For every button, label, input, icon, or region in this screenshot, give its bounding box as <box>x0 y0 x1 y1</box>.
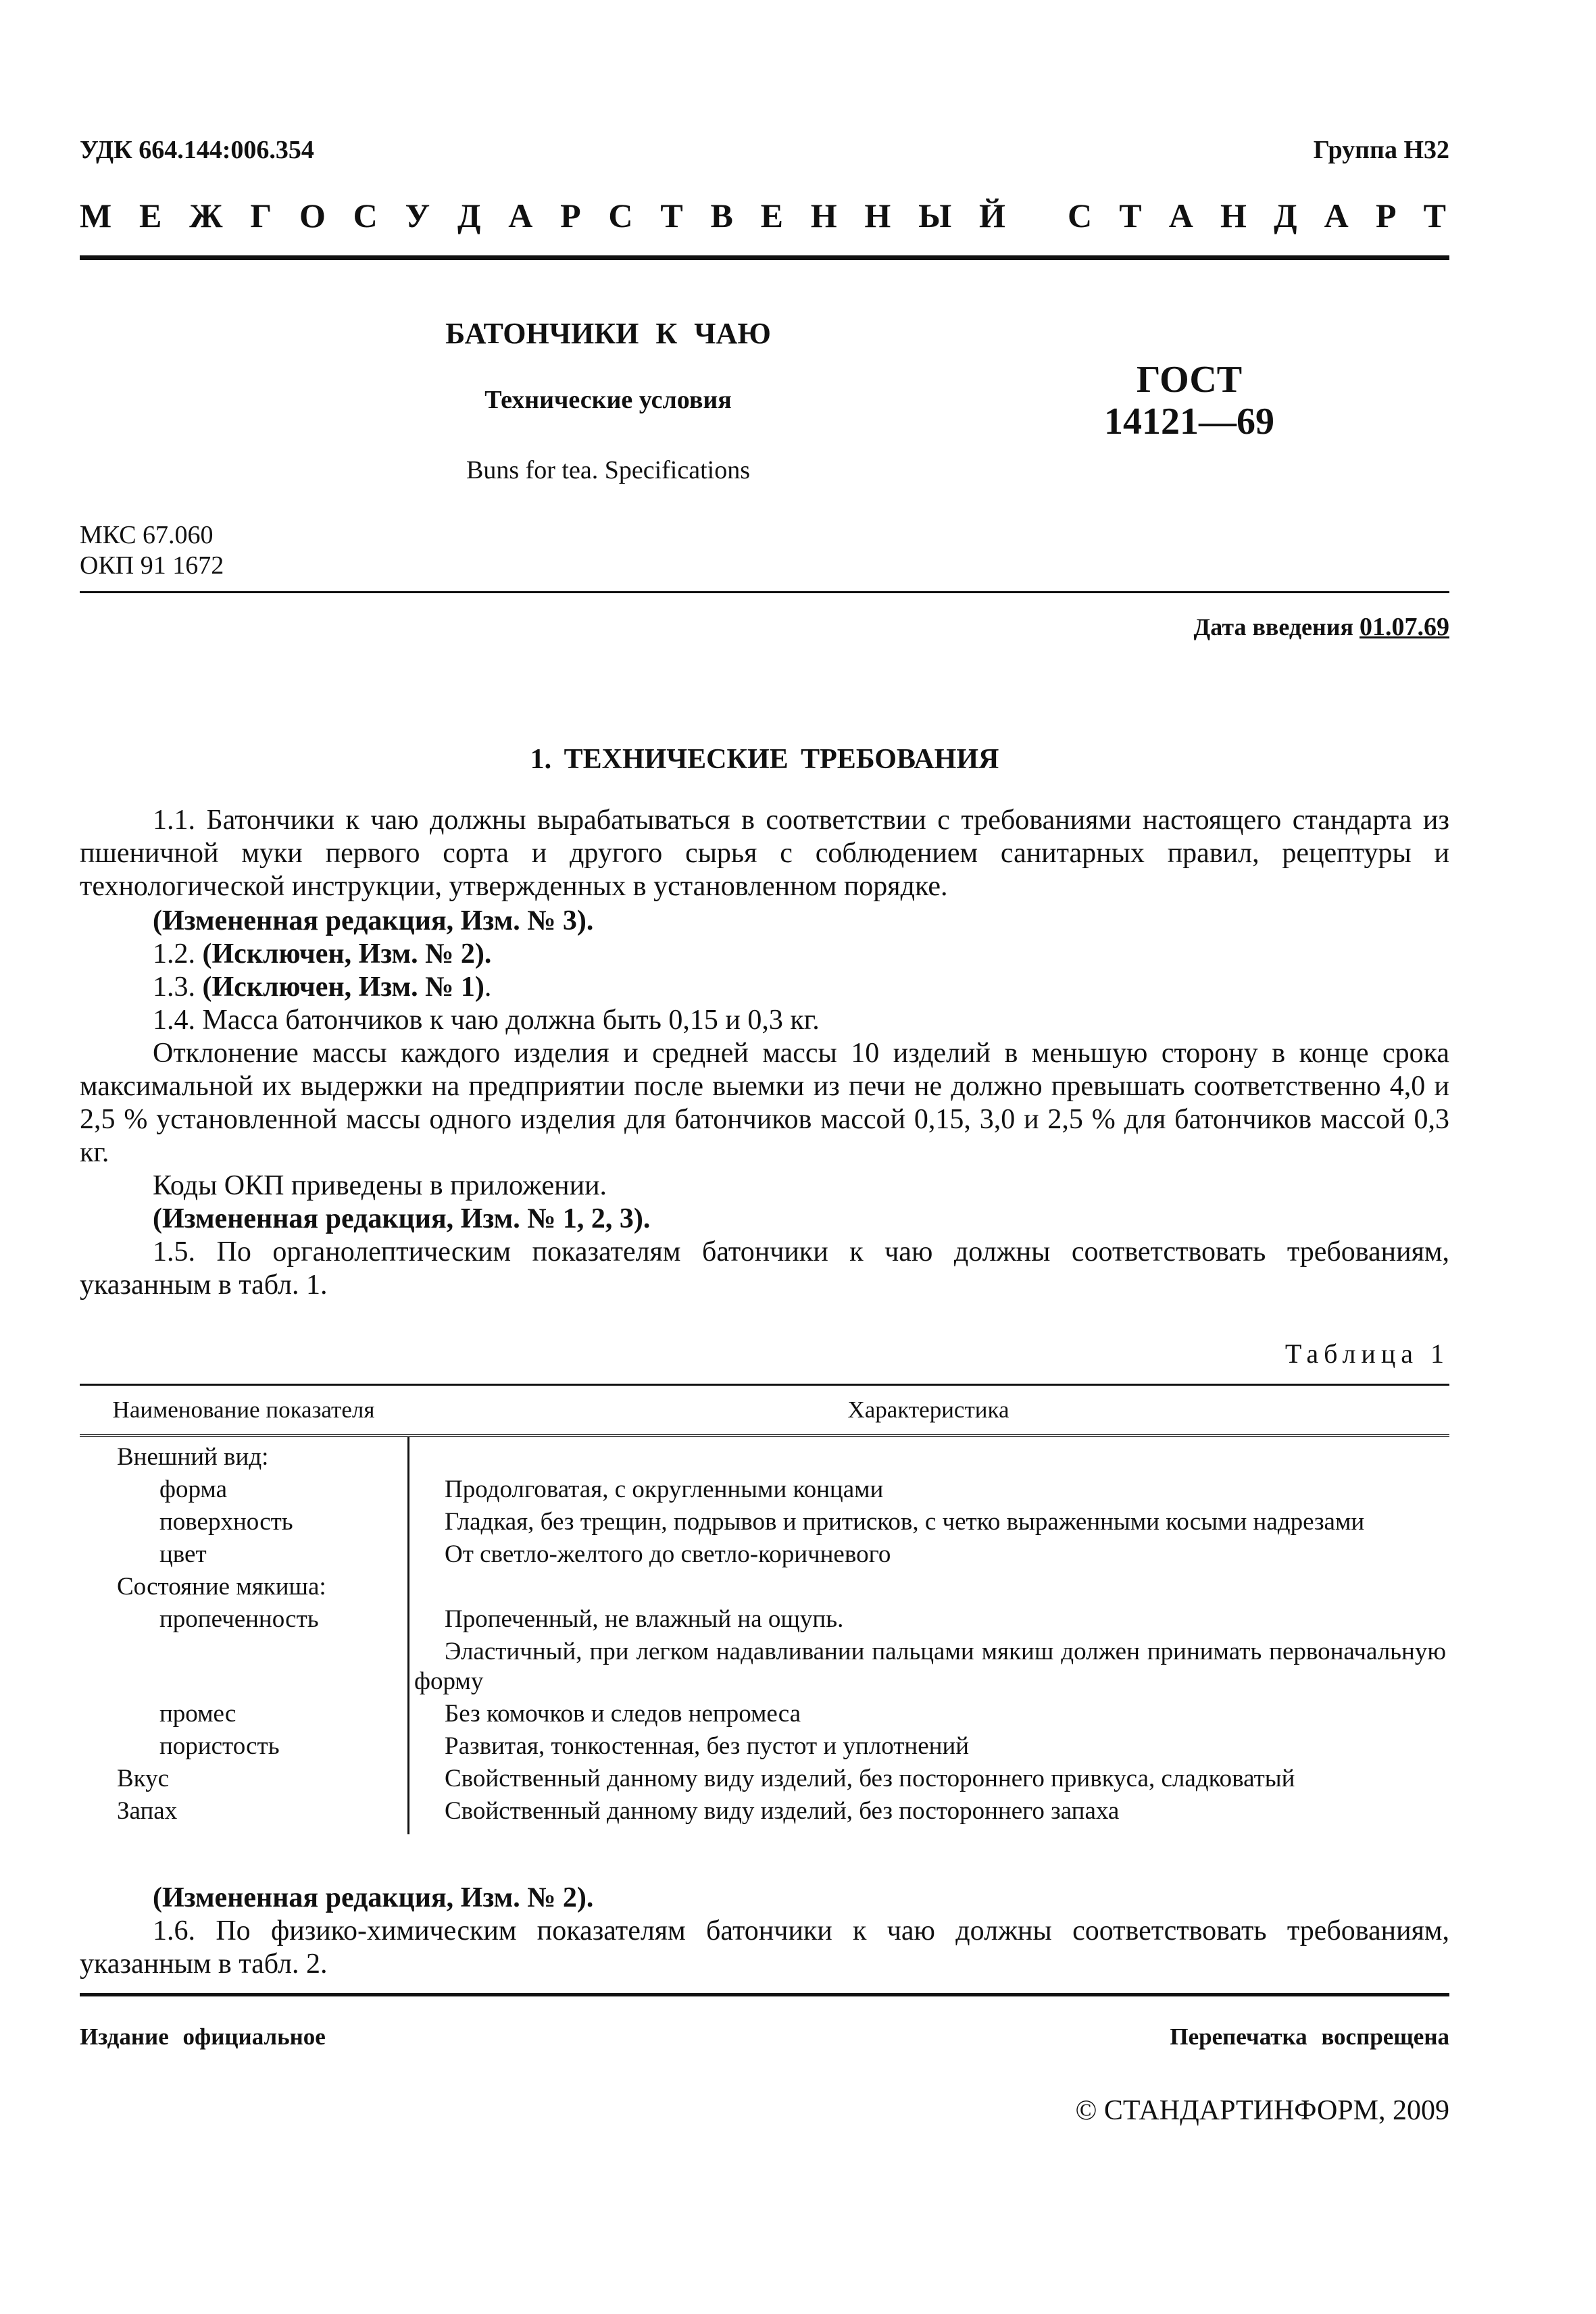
udk-code: УДК 664.144:006.354 <box>80 136 314 164</box>
table-cell-name: цвет <box>159 1540 207 1568</box>
banner-letter: В <box>710 197 733 234</box>
table-cell-value: Развитая, тонкостенная, без пустот и уплотнений <box>445 1732 970 1760</box>
english-title: Buns for tea. Specifications <box>466 456 750 484</box>
table-cell-name: пропеченность <box>159 1605 319 1633</box>
gost-label: ГОСТ <box>1136 359 1243 401</box>
note-after-table: (Измененная редакция, Изм. № 2). <box>153 1882 594 1913</box>
banner-letter: Т <box>1119 197 1142 234</box>
table-row <box>80 1637 1449 1696</box>
table-header-col1: Наименование показателя <box>112 1397 375 1423</box>
table-cell-value: Пропеченный, не влажный на ощупь. <box>445 1605 844 1633</box>
table-cell-value: Свойственный данному виду изделий, без постороннего привкуса, сладковатый <box>445 1765 1295 1792</box>
table-cell-value: Продолговатая, с округленными концами <box>445 1476 884 1503</box>
banner-letter: Р <box>560 197 581 234</box>
paragraph-1-6: 1.6. По физико-химическим показателям батончики к чаю должны соответствовать требованиям, указанным в табл. 2. <box>80 1915 1449 1980</box>
table-header-col2: Характеристика <box>847 1397 1009 1423</box>
copyright: © СТАНДАРТИНФОРМ, 2009 <box>1075 2095 1449 2126</box>
table-cell-name: форма <box>159 1476 227 1503</box>
table-cell-value: Без комочков и следов непромеса <box>445 1700 801 1728</box>
table-row <box>80 1605 1449 1634</box>
table-header <box>80 1386 1449 1437</box>
paragraph-1-2-text: (Исключен, Изм. № 2). <box>202 938 492 970</box>
note-1-1: (Измененная редакция, Изм. № 3). <box>153 905 594 936</box>
table-1 <box>80 1384 1449 1834</box>
footer-official-edition: Издание официальное <box>80 2023 326 2050</box>
table-cell-name: поверхность <box>159 1508 293 1536</box>
banner-letter: Н <box>810 197 837 234</box>
banner-letter: Н <box>864 197 891 234</box>
header-rule <box>80 255 1449 260</box>
mks-code: МКС 67.060 <box>80 521 214 549</box>
banner-letter: Н <box>1220 197 1247 234</box>
title-rule <box>80 591 1449 593</box>
banner-letter: М <box>80 197 112 234</box>
banner-letter: С <box>1068 197 1093 234</box>
footer-reprint-prohibited: Перепечатка воспрещена <box>1170 2023 1449 2050</box>
banner-letter: Е <box>139 197 162 234</box>
footer-rule <box>80 1993 1449 1996</box>
banner-letter: Ы <box>918 197 952 234</box>
table-row <box>80 1540 1449 1569</box>
intro-date-value: 01.07.69 <box>1360 613 1449 641</box>
table-row <box>80 1699 1449 1729</box>
table-cell-value: Свойственный данному виду изделий, без постороннего запаха <box>445 1797 1120 1825</box>
paragraph-1-5: 1.5. По органолептическим показателям батончики к чаю должны соответствовать требованиям, указанным в табл. 1. <box>80 1236 1449 1301</box>
table-row <box>80 1796 1449 1826</box>
table-column-divider <box>407 1437 409 1834</box>
intro-date <box>1194 612 1450 642</box>
table-cell-value: Гладкая, без трещин, подрывов и притисков, с четко выраженными косыми надрезами <box>445 1508 1365 1536</box>
table-caption: Таблица 1 <box>1285 1338 1449 1369</box>
document-title: БАТОНЧИКИ К ЧАЮ <box>445 317 771 350</box>
paragraph-1-2-number: 1.2. <box>153 938 195 970</box>
banner-letter: У <box>405 197 430 234</box>
intro-date-label: Дата введения <box>1193 613 1353 640</box>
banner-letter: О <box>299 197 326 234</box>
banner-letter: Г <box>250 197 272 234</box>
table-cell-name: пористость <box>159 1732 280 1760</box>
okp-code: ОКП 91 1672 <box>80 551 224 580</box>
table-cell-name: Состояние мякиша: <box>117 1573 326 1601</box>
banner-letter: А <box>1324 197 1349 234</box>
banner-letter: Т <box>660 197 683 234</box>
paragraph-1-2 <box>80 938 1449 971</box>
paragraph-1-3-number: 1.3. <box>153 972 195 1003</box>
table-cell-name: промес <box>159 1700 236 1728</box>
banner-letter: С <box>608 197 633 234</box>
document-subtitle: Технические условия <box>484 386 732 414</box>
table-row <box>80 1764 1449 1794</box>
banner-letter: А <box>1168 197 1193 234</box>
note-1-4: (Измененная редакция, Изм. № 1, 2, 3). <box>153 1203 651 1234</box>
banner-interstate <box>80 196 1005 235</box>
table-row <box>80 1507 1449 1537</box>
banner-letter: Р <box>1375 197 1397 234</box>
table-row <box>80 1475 1449 1505</box>
banner-letter: Й <box>979 197 1005 234</box>
banner-letter: А <box>508 197 533 234</box>
banner-letter: Д <box>457 197 481 234</box>
paragraph-1-3-text: (Исключен, Изм. № 1) <box>202 972 484 1003</box>
banner-letter: С <box>353 197 378 234</box>
table-body <box>80 1437 1449 1834</box>
table-row <box>80 1732 1449 1761</box>
group-code: Группа Н32 <box>1313 136 1449 164</box>
paragraph-1-1: 1.1. Батончики к чаю должны вырабатываться в соответствии с требованиями настоящего стандарта из пшеничной муки первого сорта и другого сырья с соблюдением санитарных правил, рецептуры и технологической инструкции, утвержденных в установленном порядке. <box>80 805 1449 902</box>
table-cell-value: От светло-желтого до светло-коричневого <box>445 1540 891 1568</box>
table-cell-name: Вкус <box>117 1765 170 1792</box>
paragraph-1-4-deviation: Отклонение массы каждого изделия и средней массы 10 изделий в меньшую сторону в конце срока максимальной их выдержки на предприятии после выемки из печи не должно превышать соответственно 4,0 и 2,5 % установленной массы одного изделия для батончиков массой 0,15, 3,0 и 2,5 % для батончиков массой 0,3 кг. <box>80 1038 1449 1168</box>
table-row <box>80 1442 1449 1472</box>
banner-letter: Д <box>1274 197 1297 234</box>
table-cell-name: Запах <box>117 1797 178 1825</box>
table-cell-value: Эластичный, при легком надавливании пальцами мякиш должен принимать первоначальную форму <box>414 1638 1446 1695</box>
banner-standard <box>1068 196 1446 235</box>
banner-letter: Ж <box>189 197 223 234</box>
table-cell-name: Внешний вид: <box>117 1443 269 1471</box>
banner-letter: Т <box>1423 197 1446 234</box>
gost-number: 14121—69 <box>1104 401 1274 443</box>
banner-letter: Е <box>760 197 783 234</box>
section-heading: 1. ТЕХНИЧЕСКИЕ ТРЕБОВАНИЯ <box>530 744 999 775</box>
paragraph-1-4-codes: Коды ОКП приведены в приложении. <box>153 1170 607 1201</box>
table-row <box>80 1572 1449 1602</box>
paragraph-1-3-end: . <box>484 972 492 1003</box>
paragraph-1-3 <box>80 971 1449 1004</box>
paragraph-1-4: 1.4. Масса батончиков к чаю должна быть 0,15 и 0,3 кг. <box>153 1005 820 1036</box>
